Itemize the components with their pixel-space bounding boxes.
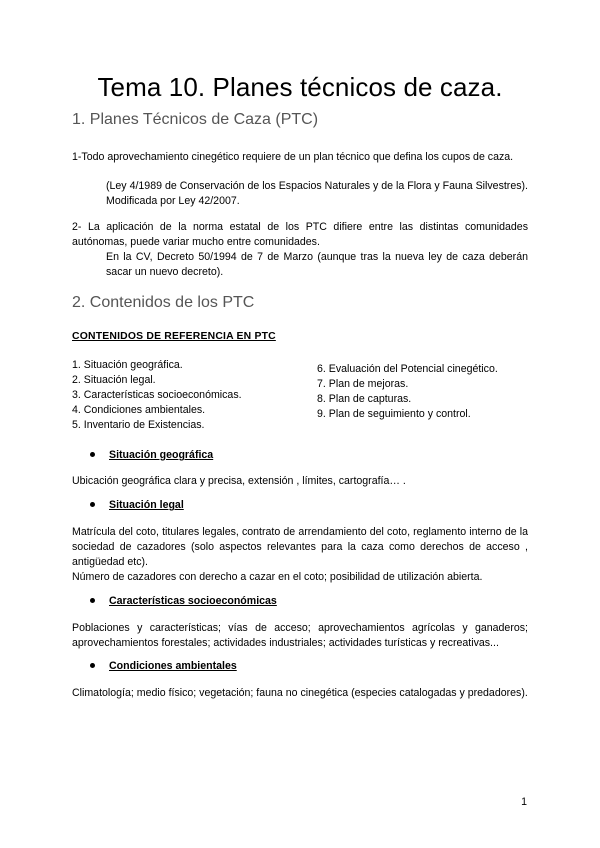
bullet-icon: [90, 502, 95, 507]
item-text-caracteristicas-socioeconomicas: Poblaciones y características; vías de acceso; aprovechamientos agrícolas y ganaderos; aprovechamientos forestales; actividades industriales; actividades turísticas y recreativas...: [72, 622, 528, 649]
item-heading-text: Características socioeconómicas: [109, 595, 277, 607]
item-heading-situacion-legal: [90, 499, 184, 511]
section-2-heading: 2. Contenidos de los PTC: [72, 294, 255, 311]
section-1-heading: 1. Planes Técnicos de Caza (PTC): [72, 111, 319, 128]
list-item: 2. Situación legal.: [72, 374, 156, 386]
list-item: 5. Inventario de Existencias.: [72, 419, 205, 431]
item-heading-text: Situación legal: [109, 499, 184, 511]
item-text-condiciones-ambientales: Climatología; medio físico; vegetación; fauna no cinegética (especies catalogadas y predadores).: [72, 687, 528, 699]
page-title: Tema 10. Planes técnicos de caza.: [97, 72, 503, 102]
item-heading-caracteristicas-socioeconomicas: [90, 595, 277, 607]
list-item: 4. Condiciones ambientales.: [72, 404, 206, 416]
section-1-paragraph-2-note: En la CV, Decreto 50/1994 de 7 de Marzo (aunque tras la nueva ley de caza deberán sacar un nuevo decreto).: [106, 251, 528, 278]
bullet-icon: [90, 663, 95, 668]
list-item: 1. Situación geográfica.: [72, 359, 183, 371]
item-text-situacion-legal: Matrícula del coto, titulares legales, contrato de arrendamiento del coto, reglamento interno de la sociedad de cazadores (solo aspectos relevantes para la caza como derechos de acceso , antigüedad etc).: [72, 526, 528, 568]
section-1-paragraph-2: 2- La aplicación de la norma estatal de los PTC difiere entre las distintas comunidades autónomas, puede variar mucho entre comunidades.: [72, 221, 528, 248]
item-text-situacion-geografica: Ubicación geográfica clara y precisa, extensión , límites, cartografía… .: [72, 475, 406, 487]
contents-list-left: [72, 358, 242, 433]
reference-contents-heading: CONTENIDOS DE REFERENCIA EN PTC: [72, 331, 276, 342]
list-item: 9. Plan de seguimiento y control.: [317, 408, 471, 420]
page-number: 1: [521, 796, 527, 808]
item-text-situacion-legal-2: Número de cazadores con derecho a cazar en el coto; posibilidad de utilización abierta.: [72, 571, 483, 583]
item-heading-situacion-geografica: [90, 449, 213, 461]
list-item: 3. Características socioeconómicas.: [72, 389, 242, 401]
list-item: 6. Evaluación del Potencial cinegético.: [317, 363, 498, 375]
item-heading-text: Condiciones ambientales: [109, 660, 237, 672]
item-heading-text: Situación geográfica: [109, 449, 214, 461]
section-1-paragraph-1: 1-Todo aprovechamiento cinegético requiere de un plan técnico que defina los cupos de caza.: [72, 151, 514, 163]
list-item: 8. Plan de capturas.: [317, 393, 412, 405]
section-1-paragraph-1-note: (Ley 4/1989 de Conservación de los Espacios Naturales y de la Flora y Fauna Silvestres). Modificada por Ley 42/2007.: [106, 180, 528, 207]
bullet-icon: [90, 452, 95, 457]
item-heading-condiciones-ambientales: [90, 660, 237, 672]
list-item: 7. Plan de mejoras.: [317, 378, 409, 390]
contents-list-right: [317, 362, 498, 422]
bullet-icon: [90, 598, 95, 603]
